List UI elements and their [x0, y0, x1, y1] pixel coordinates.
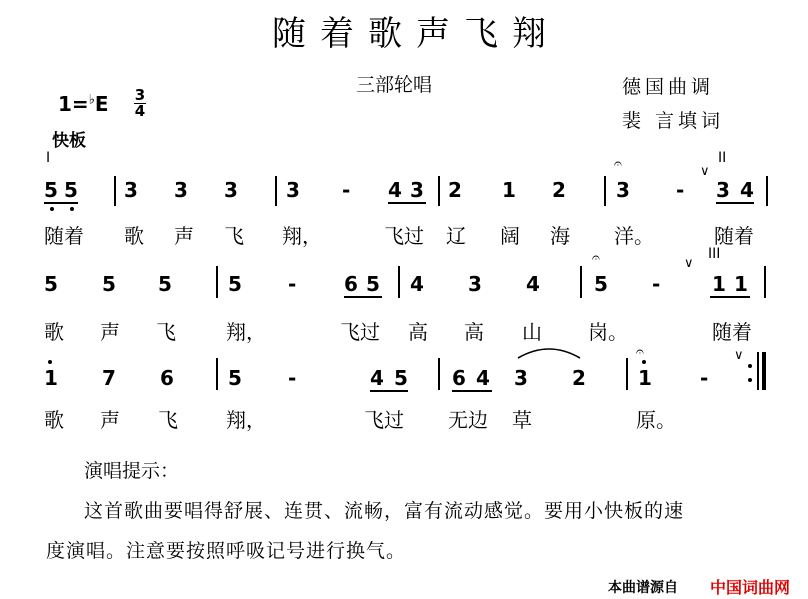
note: 3 — [514, 366, 528, 390]
dash: - — [676, 178, 685, 202]
flat-sign: ♭ — [88, 92, 95, 108]
key-prefix: 1= — [58, 92, 89, 116]
lyric: 飞 — [156, 320, 176, 344]
note: 5 — [594, 272, 608, 296]
note: 1 — [44, 366, 58, 390]
fermata-mark: 𝄐 — [592, 250, 600, 266]
note: 1 — [638, 366, 652, 390]
lyric: 飞 — [158, 408, 178, 432]
note: 2 — [572, 366, 586, 390]
note: 5 — [102, 272, 116, 296]
note: 5 — [64, 178, 78, 202]
dash: - — [288, 272, 297, 296]
tips-line-1: 这首歌曲要唱得舒展、连贯、流畅，富有流动感觉。要用小快板的速 — [84, 500, 685, 522]
note: 1 — [712, 272, 726, 296]
time-signature — [134, 88, 146, 119]
dash: - — [700, 366, 709, 390]
lyric: 草 — [512, 408, 532, 432]
note: 3 — [468, 272, 482, 296]
lyric: 高 — [464, 320, 484, 344]
lyric: 飞过 — [340, 320, 380, 344]
lyricist-credit: 裴 言填词 — [622, 110, 725, 132]
lyric: 随着 — [714, 224, 754, 248]
lyric: 声 — [174, 224, 194, 248]
note: 7 — [102, 366, 116, 390]
note: 6 — [160, 366, 174, 390]
lyric: 海 — [550, 224, 570, 248]
note: 6 — [452, 366, 466, 390]
note: 6 — [344, 272, 358, 296]
lyric: 随着 — [44, 224, 84, 248]
note: 4 — [740, 178, 754, 202]
tips-heading: 演唱提示： — [84, 460, 180, 482]
note: 3 — [174, 178, 188, 202]
note: 3 — [616, 178, 630, 202]
part-mark-1: I — [46, 150, 51, 166]
lyric: 歌 — [124, 224, 144, 248]
note: 5 — [228, 272, 242, 296]
lyric: 无边 — [448, 408, 488, 432]
note: 5 — [158, 272, 172, 296]
subtitle: 三部轮唱 — [356, 74, 433, 96]
note: 3 — [286, 178, 300, 202]
note: 3 — [224, 178, 238, 202]
slur-tie — [514, 344, 584, 360]
note: 1 — [734, 272, 748, 296]
key-note: E — [94, 92, 109, 116]
note: 3 — [124, 178, 138, 202]
dash: - — [288, 366, 297, 390]
breath-mark: ∨ — [700, 164, 710, 179]
note: 5 — [228, 366, 242, 390]
breath-mark: ∨ — [684, 256, 694, 271]
dash: - — [652, 272, 661, 296]
lyric: 洋。 — [614, 224, 654, 248]
lyric: 山 — [522, 320, 542, 344]
lyric: 岗。 — [588, 320, 628, 344]
fermata-mark: 𝄐 — [614, 156, 622, 172]
note: 2 — [448, 178, 462, 202]
footer-site-link[interactable]: 中国词曲网 — [710, 580, 791, 597]
note: 4 — [410, 272, 424, 296]
note: 4 — [526, 272, 540, 296]
note: 5 — [44, 272, 58, 296]
lyric: 原。 — [636, 408, 676, 432]
lyric: 辽 — [446, 224, 466, 248]
time-bottom: 4 — [134, 102, 146, 120]
lyric: 飞 — [224, 224, 244, 248]
note: 1 — [502, 178, 516, 202]
note: 5 — [366, 272, 380, 296]
lyric: 歌 — [44, 408, 64, 432]
lyric: 飞过 — [384, 224, 424, 248]
tips-line-2: 度演唱。注意要按照呼吸记号进行换气。 — [46, 540, 407, 562]
key-signature — [58, 92, 109, 116]
fermata-mark: 𝄐 — [636, 344, 644, 360]
lyric: 翔， — [226, 320, 266, 344]
note: 4 — [476, 366, 490, 390]
lyric: 随着 — [712, 320, 752, 344]
lyric: 高 — [408, 320, 428, 344]
note: 3 — [716, 178, 730, 202]
lyric: 阔 — [500, 224, 520, 248]
breath-mark: ∨ — [734, 348, 744, 363]
tempo-mark: 快板 — [52, 131, 86, 151]
footer-source: 本曲谱源自 — [608, 579, 678, 595]
composer-credit: 德国曲调 — [622, 76, 715, 98]
part-mark-3: III — [708, 246, 721, 262]
lyric: 飞过 — [364, 408, 404, 432]
note: 2 — [552, 178, 566, 202]
dash: - — [342, 178, 351, 202]
lyric: 声 — [100, 408, 120, 432]
lyric: 声 — [100, 320, 120, 344]
note: 5 — [44, 178, 58, 202]
note: 3 — [410, 178, 424, 202]
note: 4 — [370, 366, 384, 390]
note: 4 — [388, 178, 402, 202]
lyric: 歌 — [44, 320, 64, 344]
note: 5 — [394, 366, 408, 390]
page-title: 随着歌声飞翔 — [272, 14, 560, 54]
lyric: 翔， — [226, 408, 266, 432]
lyric: 翔， — [282, 224, 322, 248]
time-top: 3 — [134, 86, 146, 104]
part-mark-2: II — [718, 150, 727, 166]
